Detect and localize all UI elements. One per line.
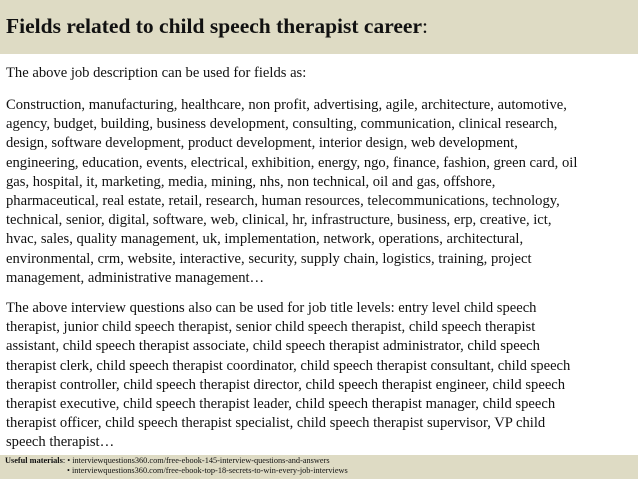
footer-line-1 [5, 456, 330, 466]
text-line: engineering, education, events, electrical, exhibition, energy, ngo, finance, fashion, green card, oil [6, 154, 578, 171]
intro-text: The above job description can be used for fields as: [6, 65, 307, 81]
text-line: therapist clerk, child speech therapist coordinator, child speech therapist consultant, child speech [6, 357, 571, 374]
footer-link-1[interactable]: • interviewquestions360.com/free-ebook-145-interview-questions-and-answers [67, 456, 330, 465]
job-levels-paragraph [6, 299, 636, 453]
text-line: assistant, child speech therapist associate, child speech therapist administrator, child speech [6, 338, 540, 355]
text-line: therapist officer, child speech therapist specialist, child speech therapist supervisor, VP child [6, 415, 546, 432]
fields-paragraph [6, 96, 636, 288]
footer-separator: : [62, 456, 68, 465]
text-line: therapist executive, child speech therapist leader, child speech therapist manager, child speech [6, 396, 556, 413]
text-line: The above interview questions also can be used for job title levels: entry level child speech [6, 300, 537, 316]
footer-label: Useful materials [5, 456, 63, 465]
footer-line-2 [5, 466, 348, 476]
text-line: therapist controller, child speech therapist director, child speech therapist engineer, child speech [6, 376, 566, 393]
text-line: agency, budget, building, business development, consulting, communication, clinical research, [6, 116, 558, 133]
text-line: Construction, manufacturing, healthcare, non profit, advertising, agile, architecture, automotive, [6, 97, 567, 113]
slide-title [6, 13, 428, 39]
text-line: therapist, junior child speech therapist, senior child speech therapist, child speech therapist [6, 319, 536, 336]
text-line: design, software development, product development, interior design, web development, [6, 135, 518, 152]
text-line: pharmaceutical, real estate, retail, research, human resources, telecommunications, technology, [6, 193, 560, 210]
footer-link-2[interactable]: • interviewquestions360.com/free-ebook-top-18-secrets-to-win-every-job-interviews [67, 466, 348, 475]
text-line: management, administrative management… [6, 269, 265, 286]
slide-title-colon: : [422, 14, 428, 38]
text-line: technical, senior, digital, software, web, clinical, hr, infrastructure, business, erp, creative, ict, [6, 212, 552, 229]
text-line: hvac, sales, quality management, uk, implementation, network, operations, architectural, [6, 231, 524, 248]
slide-title-text: Fields related to child speech therapist career [6, 14, 422, 38]
title-bar [0, 0, 638, 54]
text-line: environmental, crm, website, interactive, security, supply chain, logistics, training, project [6, 250, 532, 267]
footer-bar [0, 455, 638, 479]
text-line: speech therapist… [6, 434, 115, 451]
text-line: gas, hospital, it, marketing, media, mining, nhs, non technical, oil and gas, offshore, [6, 173, 496, 190]
